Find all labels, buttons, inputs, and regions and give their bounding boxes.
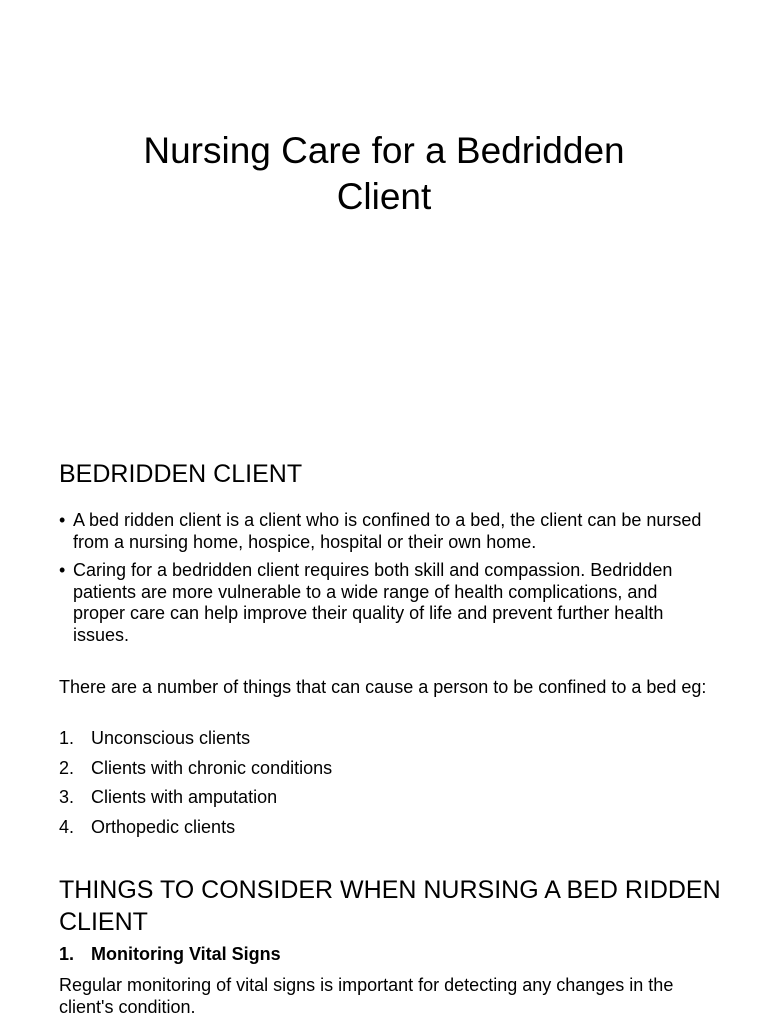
list-item-text: Unconscious clients <box>91 728 251 748</box>
subheading <box>59 943 281 965</box>
list-item <box>59 728 332 758</box>
subheading-number: 1. <box>59 944 75 964</box>
list-item <box>59 817 332 847</box>
list-item-text: Orthopedic clients <box>91 816 236 837</box>
list-item-number: 1. <box>59 728 75 748</box>
list-item-number: 2. <box>59 757 75 778</box>
section-heading-2-line-2: CLIENT <box>59 908 148 936</box>
bullet-icon: • <box>59 510 66 530</box>
subheading-title: Monitoring Vital Signs <box>91 944 281 964</box>
bullet-text: Caring for a bedridden client requires both skill and compassion. Bedridden patients are more vulnerable to a wide range of health complications, and proper care can help improve their quality of life and prevent further health issues. <box>73 560 673 645</box>
list-item-number: 3. <box>59 787 75 807</box>
bullet-item <box>59 510 709 553</box>
slide-title-line-1: Nursing Care for a Bedridden <box>143 130 625 171</box>
subheading-paragraph: Regular monitoring of vital signs is important for detecting any changes in the client's condition. <box>59 975 674 1017</box>
bullet-text: A bed ridden client is a client who is confined to a bed, the client can be nursed from a nursing home, hospice, hospital or their own home. <box>73 510 702 552</box>
slide-title <box>0 128 768 220</box>
causes-list <box>59 728 332 846</box>
list-item-text: Clients with chronic conditions <box>91 757 333 778</box>
slide-title-line-2: Client <box>336 176 432 217</box>
bullet-list <box>59 510 709 653</box>
bullet-icon: • <box>59 560 66 580</box>
content-slide <box>0 440 768 1024</box>
section-heading: BEDRIDDEN CLIENT <box>59 460 303 488</box>
intro-paragraph: There are a number of things that can cause a person to be confined to a bed eg: <box>59 677 707 697</box>
list-item <box>59 758 332 788</box>
list-item <box>59 787 332 817</box>
list-item-text: Clients with amputation <box>91 787 278 807</box>
list-item-number: 4. <box>59 816 75 837</box>
title-slide <box>0 0 768 440</box>
section-heading-2-line-1: THINGS TO CONSIDER WHEN NURSING A BED RIDDEN <box>59 876 721 904</box>
bullet-item <box>59 560 709 646</box>
section-heading-2 <box>59 874 721 938</box>
